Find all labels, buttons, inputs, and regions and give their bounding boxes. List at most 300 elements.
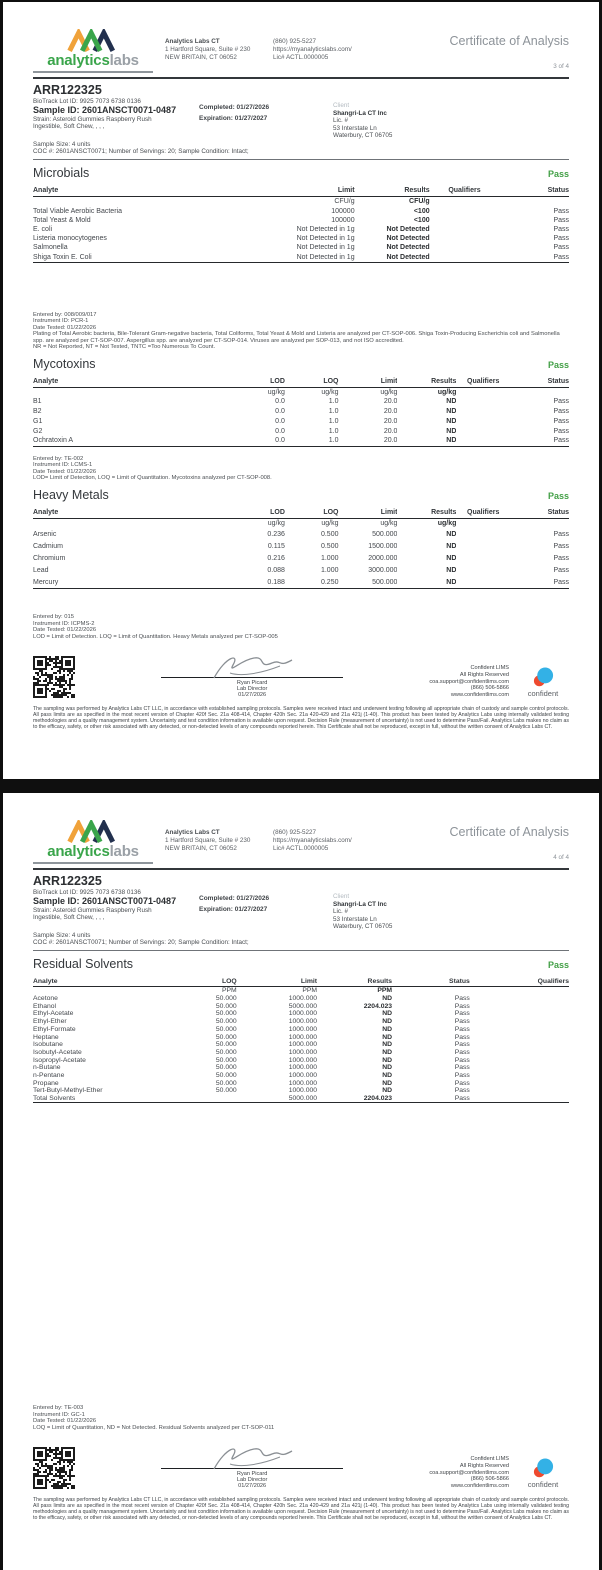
signer-title: Lab Director (236, 686, 268, 692)
table-cell (470, 1010, 569, 1018)
lab-address-line2: NEW BRITAIN, CT 06052 (165, 54, 237, 61)
table-cell: Total Viable Aerobic Bacteria (33, 207, 122, 215)
table-cell: Pass (553, 225, 569, 233)
table-cell: ug/kg (267, 388, 285, 396)
method-note: LOQ = Limit of Quantitation, ND = Not Detected. Residual Solvents analyzed per CT-SOP-011 (33, 1424, 275, 1431)
lims-website: www.confidentlims.com (450, 1482, 509, 1489)
table-row (33, 518, 569, 528)
lab-website: https://myanalyticslabs.com/ (273, 46, 352, 53)
biotrack-lot-id: BioTrack Lot ID: 9925 7073 6738 0136 (33, 98, 141, 105)
table-cell: 1.0 (328, 437, 339, 445)
client-address-line2: Waterbury, CT 06705 (333, 923, 393, 930)
table-cell: 1000.000 (288, 1010, 318, 1018)
date-tested: Date Tested: 01/22/2026 (33, 1418, 97, 1424)
table-cell: G1 (33, 417, 43, 425)
table-cell: 0.0 (275, 437, 285, 445)
lab-name: Analytics Labs CT (165, 829, 220, 836)
legal-disclaimer: The sampling was performed by Analytics Labs CT LLC, in accordance with established sampling protocols. Samples were received intact and underwent testing following all appropriate chain of custody and sample control protocols. All pass limits are as specified in the most recent version of Chapter 420f Sec. 21a 408-414, Chapter 420h Sec. 21a 420-429 and 21a 421j (1-40). This product has been tested by Analytics Labs using internally validated testing methodologies and a quality management system. Uncertainty and test condition information is available upon request. Decision Rule (measurement of uncertainty) is not used to determine Pass/Fail. Analytics Labs makes no claim as to the efficacy, safety, or other risk associated with any detected, or non-detected levels of any compounds reported herein. This Certificate shall not be reproduced, except in full, without the written consent of Analytics Labs CT. (33, 706, 569, 730)
abbreviation-note: NR = Not Reported, NT = Not Tested, TNTC =Too Numerous To Count. (33, 344, 216, 351)
table-row (33, 416, 569, 426)
table-cell (430, 206, 500, 215)
table-cell: Results (317, 977, 392, 986)
table-cell: Ochratoxin A (33, 437, 74, 445)
lab-license: Lic# ACTL.0000005 (273, 845, 329, 852)
table-cell: Pass (553, 216, 569, 224)
table-cell (392, 987, 470, 995)
coa-page-4 (3, 793, 599, 1570)
doc-title: Certificate of Analysis (449, 825, 569, 839)
table-cell: ug/kg (321, 519, 339, 527)
table-cell: Shiga Toxin E. Coli (33, 253, 92, 261)
client-license: Lic. # (333, 908, 349, 915)
date-tested: Date Tested: 01/22/2026 (33, 627, 97, 633)
table-cell (470, 1025, 569, 1033)
table-cell (510, 518, 569, 528)
section-heavy-metals (33, 488, 569, 589)
sample-id: Sample ID: 2601ANSCT0071-0487 (33, 105, 177, 115)
table-cell: ND (382, 1071, 393, 1079)
sample-rule (33, 950, 569, 951)
section-mycotoxins (33, 357, 569, 482)
table-cell: Not Detected (386, 253, 430, 261)
table-cell: 500.000 (372, 530, 398, 538)
table-cell: E. coli (33, 225, 53, 233)
table-cell: ug/kg (380, 388, 398, 396)
table-cell: 1000.000 (288, 1071, 318, 1079)
table-cell: 50.000 (215, 1071, 237, 1079)
table-cell: Ethyl-Ether (33, 1018, 67, 1026)
signature-row (33, 1443, 569, 1489)
table-row (33, 1018, 569, 1026)
table-cell: ND (382, 1018, 393, 1026)
table-cell: Salmonella (33, 244, 68, 252)
microbials-footer-notes (33, 312, 569, 351)
table-cell (470, 1095, 569, 1103)
lab-phone: (860) 925-5227 (273, 829, 317, 836)
table-cell: B2 (33, 408, 42, 416)
table-row (33, 987, 569, 995)
client-address-line2: Waterbury, CT 06705 (333, 132, 393, 139)
table-cell: Pass (553, 530, 569, 538)
lims-info (429, 1456, 509, 1489)
table-cell: 0.500 (320, 530, 339, 538)
logo-text-labs: labs (109, 52, 139, 69)
table-cell: Not Detected (386, 225, 430, 233)
table-row (33, 540, 569, 552)
table-cell: Pass (454, 1087, 470, 1095)
table-cell: ND (382, 1079, 393, 1087)
table-cell: Isobutane (33, 1041, 63, 1049)
table-row (33, 243, 569, 252)
analytics-labs-logo-icon (66, 29, 120, 53)
table-cell: Lead (33, 566, 49, 574)
table-cell: 20.0 (383, 437, 398, 445)
table-cell: 1000.000 (288, 1025, 318, 1033)
page-footer (33, 1405, 569, 1522)
table-cell (456, 552, 510, 564)
table-cell: ND (446, 554, 457, 562)
table-cell: 5000.000 (288, 1095, 318, 1102)
table-row (33, 564, 569, 576)
status-badge: Pass (547, 169, 569, 180)
table-cell: Pass (454, 1010, 470, 1018)
table-cell: Pass (553, 417, 569, 425)
table-cell: 50.000 (215, 1079, 237, 1087)
table-cell (456, 518, 510, 528)
table-cell: LOD (194, 508, 285, 519)
lims-phone: (866) 506-5866 (470, 1476, 509, 1483)
table-cell: PPM (302, 987, 318, 995)
date-tested: Date Tested: 01/22/2026 (33, 324, 97, 331)
table-cell: 50.000 (215, 995, 237, 1003)
table-cell: 0.216 (267, 554, 285, 562)
confident-lims-logo (517, 665, 569, 698)
table-cell: Analyte (33, 977, 167, 986)
table-cell (430, 234, 500, 243)
table-cell: Isobutyl-Acetate (33, 1048, 82, 1056)
table-cell: Qualifiers (456, 377, 510, 388)
sample-size: Sample Size: 4 units (33, 932, 91, 939)
table-row (33, 426, 569, 436)
table-row (33, 508, 569, 519)
table-cell: 0.088 (267, 566, 285, 574)
table-cell: Not Detected (386, 244, 430, 252)
instrument-id: Instrument ID: ICPMS-2 (33, 620, 95, 627)
table-row (33, 1064, 569, 1072)
client-name: Shangri-La CT Inc (333, 900, 387, 908)
date-tested: Date Tested: 01/22/2026 (33, 468, 97, 475)
sample-rule (33, 159, 569, 160)
strain: Strain: Asteroid Gummies Raspberry Rush (33, 907, 152, 914)
table-cell (470, 1079, 569, 1087)
lab-contact (273, 820, 352, 853)
table-cell: Ethyl-Acetate (33, 1010, 74, 1018)
table-cell: Mercury (33, 578, 59, 586)
table-cell: Pass (553, 437, 569, 445)
section-title-mycotoxins: Mycotoxins (33, 356, 96, 371)
logo-wordmark (33, 844, 153, 859)
table-cell: n-Pentane (33, 1071, 65, 1079)
table-cell: Listeria monocytogenes (33, 235, 107, 243)
table-cell: Limit (339, 377, 398, 388)
table-cell: 1000.000 (288, 1064, 318, 1072)
table-cell (456, 528, 510, 540)
table-cell: 5000.000 (288, 1002, 318, 1010)
table-cell (456, 426, 510, 436)
mycotoxins-footer-notes (33, 456, 569, 482)
table-cell: Tert-Butyl-Methyl-Ether (33, 1087, 103, 1095)
table-cell: Pass (454, 1056, 470, 1064)
status-badge: Pass (547, 359, 569, 370)
lims-email: coa.support@confidentlims.com (429, 1469, 509, 1476)
entered-by: Entered by: 008/009/017 (33, 311, 97, 318)
table-cell (456, 416, 510, 426)
lab-address-line1: 1 Hartford Square, Suite # 230 (165, 837, 251, 844)
table-cell: 1.000 (320, 566, 339, 574)
table-row (33, 1087, 569, 1095)
table-cell (456, 540, 510, 552)
table-cell: 20.0 (383, 417, 398, 425)
table-cell: 20.0 (383, 398, 398, 406)
table-cell: Pass (454, 1033, 470, 1041)
table-cell: Pass (553, 427, 569, 435)
table-cell: 1000.000 (288, 1041, 318, 1049)
method-note: LOD= Limit of Detection, LOQ = Limit of Quantitation. Mycotoxins analyzed per CT-SOP-008. (33, 475, 272, 482)
table-cell: Pass (553, 253, 569, 261)
table-cell: ND (382, 1041, 393, 1049)
lab-address (165, 29, 265, 62)
lab-website: https://myanalyticslabs.com/ (273, 837, 352, 844)
table-cell: 0.188 (267, 578, 285, 586)
coa-page-3 (3, 2, 599, 779)
table-cell: Not Detected in 1g (296, 225, 355, 233)
table-cell: 1.0 (328, 427, 339, 435)
table-cell (430, 197, 500, 207)
table-cell: Pass (454, 1079, 470, 1087)
table-cell (33, 197, 258, 207)
confident-logo-text: confident (527, 1480, 559, 1490)
table-cell: ND (446, 427, 457, 435)
table-cell: ND (446, 530, 457, 538)
page-header (33, 793, 569, 864)
table-cell: Limit (339, 508, 398, 519)
table-cell: Total Yeast & Mold (33, 216, 91, 224)
status-badge: Pass (547, 960, 569, 971)
table-cell: LOD (194, 377, 285, 388)
table-cell: LOQ (285, 508, 339, 519)
table-cell (470, 1049, 569, 1057)
page-number: 3 of 4 (553, 63, 569, 70)
table-cell: Pass (454, 1002, 470, 1010)
table-cell: Pass (454, 1095, 470, 1102)
table-cell: 100000 (331, 207, 355, 215)
table-cell: 1.0 (328, 408, 339, 416)
table-cell: Not Detected in 1g (296, 253, 355, 261)
signature-block (147, 1443, 357, 1489)
entered-by: Entered by: 015 (33, 614, 74, 620)
qr-code-icon (33, 656, 75, 698)
section-title-residual-solvents: Residual Solvents (33, 957, 134, 972)
client-address-line1: 53 Interstate Ln (333, 915, 377, 923)
table-cell: ug/kg (380, 519, 398, 527)
analytics-labs-logo-icon (66, 820, 120, 844)
analytics-labs-logo (33, 29, 153, 73)
table-cell: Pass (553, 554, 569, 562)
table-cell: 1000.000 (288, 1087, 318, 1095)
table-cell: Results (397, 508, 456, 519)
method-note: Plating of Total Aerobic bacteria, Bile-Tolerant Gram-negative bacteria, Total Coliforms, Total Yeast & Mold and Listeria are analyzed per CT-SOP-006. Shiga Toxin-Producing Escherichia coli and Salmonella spp. are analyzed per CT-SOP-007. Aspergillus spp. are analyzed per CT-SOP-014. Viruses are analyzed per SOP-013, and not ISO accredited. (33, 331, 560, 344)
sample-info (33, 870, 569, 946)
table-cell: 20.0 (383, 427, 398, 435)
table-cell: LOQ (285, 377, 339, 388)
table-row (33, 995, 569, 1003)
confident-lims-logo (517, 1456, 569, 1489)
table-cell: Pass (454, 1041, 470, 1049)
table-cell: Pass (553, 235, 569, 243)
signer-name: Ryan Picard (236, 1470, 268, 1477)
table-cell: Chromium (33, 554, 66, 562)
table-cell (470, 1056, 569, 1064)
section-microbials (33, 166, 569, 350)
table-row (33, 397, 569, 407)
lims-website: www.confidentlims.com (450, 691, 509, 698)
table-cell (470, 1087, 569, 1095)
client-name: Shangri-La CT Inc (333, 109, 387, 117)
table-cell: 0.0 (275, 398, 285, 406)
table-cell: 1000.000 (288, 995, 318, 1003)
table-cell: 50.000 (215, 1002, 237, 1010)
sample-id: Sample ID: 2601ANSCT0071-0487 (33, 896, 177, 906)
logo-wordmark (33, 53, 153, 68)
table-cell: ND (446, 542, 457, 550)
table-row (33, 206, 569, 215)
table-row (33, 1079, 569, 1087)
client-label: Client (333, 102, 350, 109)
table-row (33, 1033, 569, 1041)
table-cell: 1000.000 (288, 1033, 318, 1041)
section-residual-solvents (33, 957, 569, 1103)
table-cell: Status (510, 508, 569, 519)
heavy-metals-footer-notes (33, 614, 569, 640)
table-cell: Status (499, 186, 569, 197)
status-badge: Pass (547, 490, 569, 501)
table-cell: 0.0 (275, 417, 285, 425)
table-cell (430, 243, 500, 252)
table-cell (456, 436, 510, 446)
table-cell: 2204.023 (363, 1095, 393, 1102)
table-cell: Ethanol (33, 1002, 57, 1010)
lims-name: Confident LIMS (470, 1456, 509, 1463)
table-cell: ug/kg (321, 388, 339, 396)
table-cell: Results (355, 186, 430, 197)
page-number: 4 of 4 (553, 854, 569, 861)
dates-block (199, 102, 269, 124)
instrument-id: Instrument ID: LCMS-1 (33, 462, 93, 469)
confident-logo-text: confident (527, 689, 559, 699)
confident-logo-icon (531, 665, 556, 690)
table-cell: Pass (553, 244, 569, 252)
client-label: Client (333, 893, 350, 900)
table-cell: ND (382, 1010, 393, 1018)
table-cell: CFU/g (409, 198, 430, 206)
table-cell: Pass (454, 1064, 470, 1072)
lab-name: Analytics Labs CT (165, 38, 220, 45)
table-cell: Analyte (33, 186, 258, 197)
table-cell: 1000.000 (288, 1056, 318, 1064)
table-row (33, 407, 569, 417)
table-cell (470, 1064, 569, 1072)
table-cell: 1.0 (328, 417, 339, 425)
table-cell: 50.000 (215, 1048, 237, 1056)
signer-name: Ryan Picard (236, 679, 268, 686)
table-row (33, 197, 569, 207)
logo-text-analytics: analytics (47, 52, 110, 69)
heavy-metals-table (33, 508, 569, 589)
table-cell: 0.500 (320, 542, 339, 550)
lims-name: Confident LIMS (470, 665, 509, 672)
signature-date: 01/27/2026 (238, 692, 267, 699)
table-cell: ND (446, 437, 457, 445)
table-cell: ND (446, 417, 457, 425)
table-row (33, 576, 569, 589)
instrument-id: Instrument ID: GC-1 (33, 1411, 85, 1418)
table-cell: ND (382, 1033, 393, 1041)
matrix: Ingestible, Soft Chew, , , , (33, 123, 105, 130)
table-cell: 500.000 (372, 578, 398, 586)
confident-logo-icon (531, 1456, 556, 1481)
coc-line: COC #: 2601ANSCT0071; Number of Servings: 20; Sample Condition: Intact; (33, 939, 249, 946)
table-cell: 0.0 (275, 408, 285, 416)
table-cell: ND (382, 1048, 393, 1056)
table-row (33, 1010, 569, 1018)
report-id: ARR122325 (33, 874, 102, 888)
table-cell: 0.115 (267, 542, 285, 550)
table-cell: Not Detected (386, 235, 430, 243)
table-cell: 1000.000 (288, 1048, 318, 1056)
table-cell: Heptane (33, 1033, 59, 1041)
table-cell: 1.0 (328, 398, 339, 406)
table-cell: Pass (454, 1025, 470, 1033)
mycotoxins-table (33, 377, 569, 447)
table-cell: Pass (553, 207, 569, 215)
table-cell: <100 (413, 207, 430, 215)
table-cell: 50.000 (215, 1033, 237, 1041)
microbials-table (33, 186, 569, 262)
residual-solvents-table (33, 977, 569, 1103)
table-cell: ND (446, 578, 457, 586)
table-cell (499, 197, 569, 207)
section-title-heavy-metals: Heavy Metals (33, 487, 109, 502)
table-cell: 1500.000 (368, 542, 398, 550)
table-cell: PPM (377, 987, 393, 995)
table-row (33, 977, 569, 986)
table-cell: CFU/g (334, 198, 355, 206)
table-cell: 50.000 (215, 1010, 237, 1018)
table-cell: ND (382, 1087, 393, 1095)
table-cell: G2 (33, 427, 43, 435)
page-header (33, 2, 569, 73)
signer-title: Lab Director (236, 1477, 268, 1483)
table-cell (33, 987, 167, 995)
table-row (33, 377, 569, 388)
analytics-labs-logo (33, 820, 153, 864)
lab-address-line1: 1 Hartford Square, Suite # 230 (165, 46, 251, 53)
logo-text-labs: labs (109, 843, 139, 860)
table-cell (456, 397, 510, 407)
table-row (33, 1041, 569, 1049)
table-cell: 0.236 (267, 530, 285, 538)
dates-block (199, 893, 269, 915)
table-cell: ND (382, 1025, 393, 1033)
table-cell: 20.0 (383, 408, 398, 416)
completed-date: Completed: 01/27/2026 (199, 895, 270, 902)
table-cell: Cadmium (33, 542, 63, 550)
table-cell: Total Solvents (33, 1095, 76, 1102)
table-row (33, 252, 569, 262)
table-cell (470, 1072, 569, 1080)
table-cell (456, 576, 510, 589)
table-cell: LOQ (167, 977, 237, 986)
table-cell (456, 407, 510, 417)
table-cell: Analyte (33, 377, 194, 388)
signature-row (33, 652, 569, 698)
table-cell: 1.000 (320, 554, 339, 562)
lab-address-line2: NEW BRITAIN, CT 06052 (165, 845, 237, 852)
table-cell: 1000.000 (288, 1018, 318, 1026)
table-cell: Acetone (33, 995, 58, 1003)
signature-line (161, 1468, 343, 1469)
table-row (33, 216, 569, 225)
